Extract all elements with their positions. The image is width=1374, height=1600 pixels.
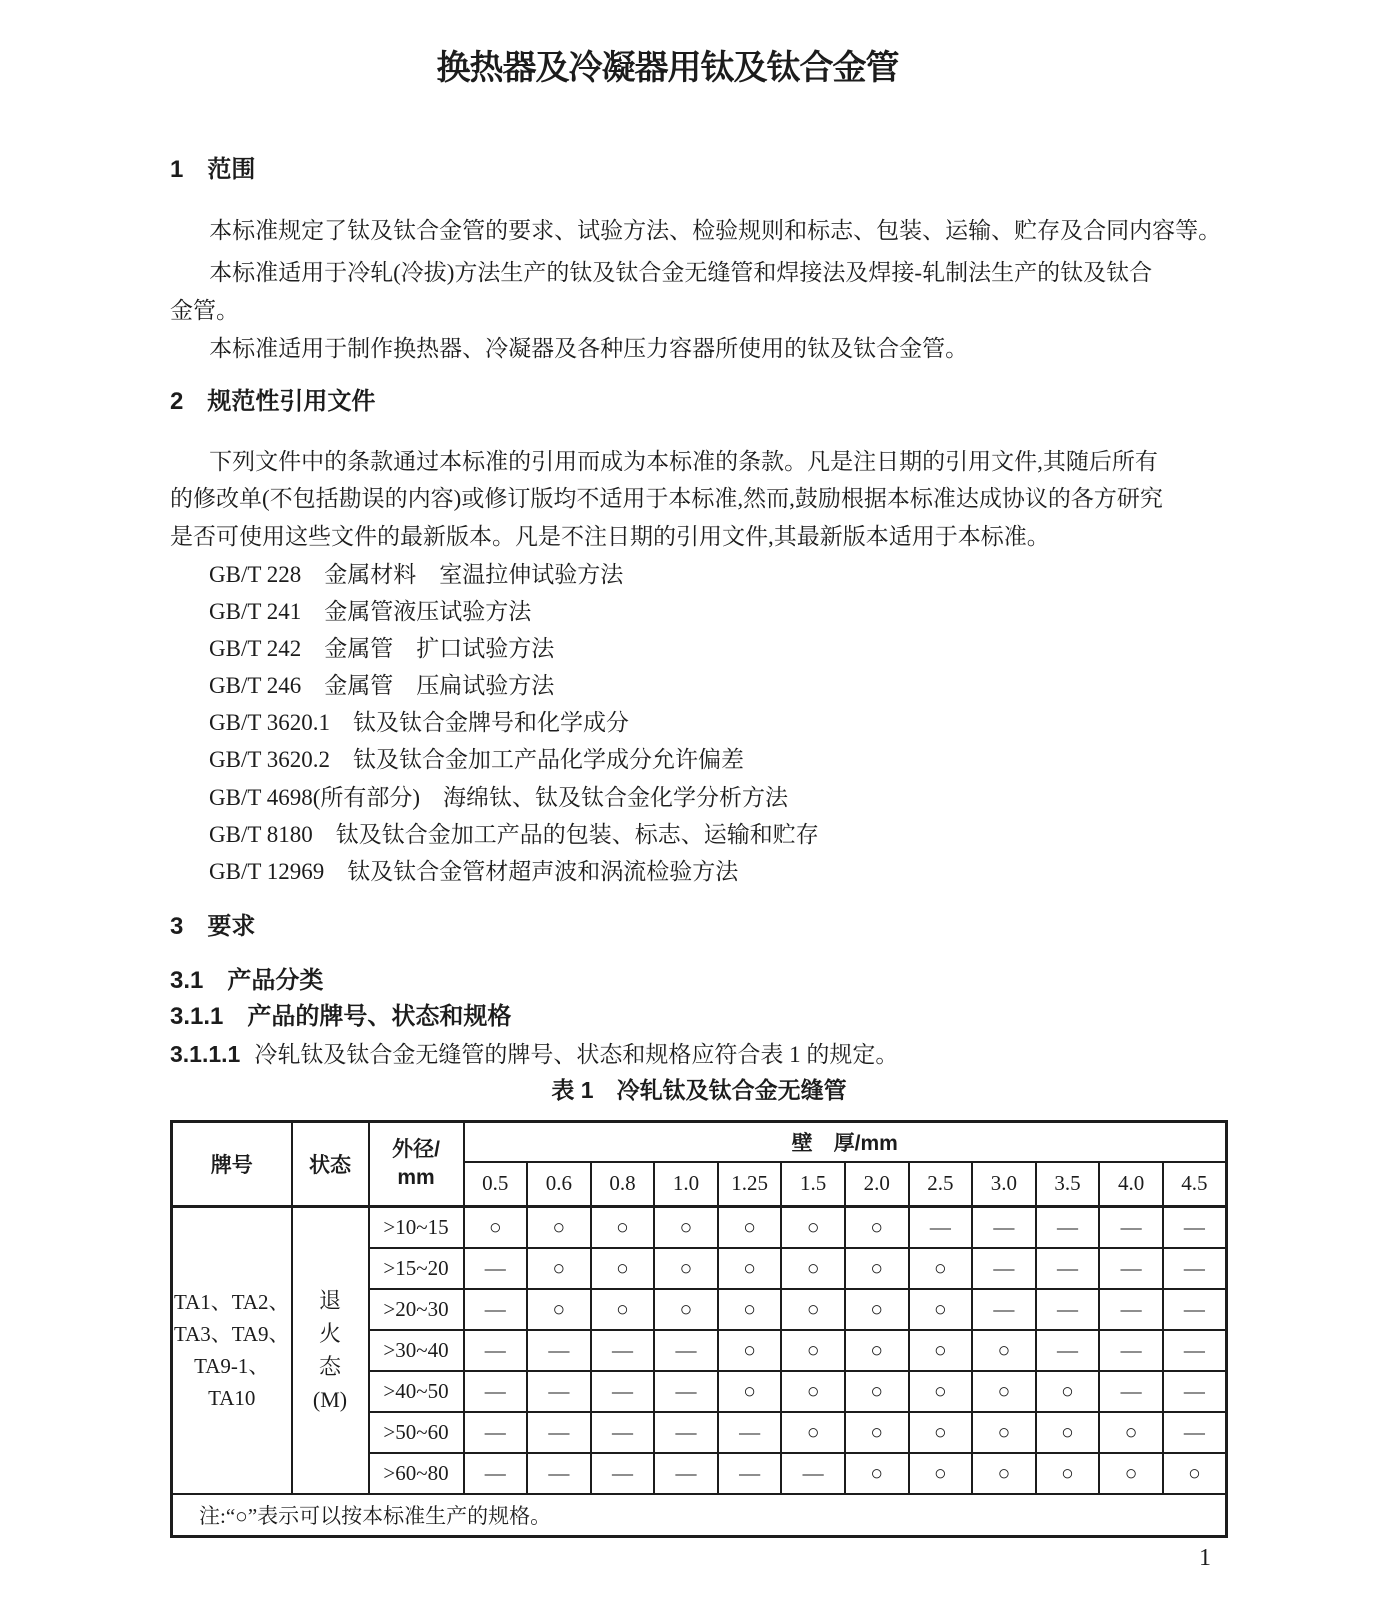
available-mark: ○ xyxy=(845,1371,909,1412)
dash-mark: — xyxy=(972,1207,1036,1248)
available-mark: ○ xyxy=(781,1412,845,1453)
grade-line: TA10 xyxy=(208,1386,256,1411)
wall-thickness-value-header: 0.8 xyxy=(591,1162,655,1207)
reference-item: GB/T 3620.2 钛及钛合金加工产品化学成分允许偏差 xyxy=(209,747,744,773)
dash-mark: — xyxy=(1099,1248,1163,1289)
clause-number: 3.1.1.1 xyxy=(170,1041,241,1067)
dash-mark: — xyxy=(1163,1371,1227,1412)
available-mark: ○ xyxy=(909,1248,973,1289)
section-3-1-heading: 3.1 产品分类 xyxy=(170,967,324,994)
od-range-cell: >30~40 xyxy=(369,1330,464,1371)
available-mark: ○ xyxy=(909,1412,973,1453)
available-mark: ○ xyxy=(1036,1371,1100,1412)
dash-mark: — xyxy=(654,1453,718,1494)
available-mark: ○ xyxy=(527,1248,591,1289)
dash-mark: — xyxy=(1036,1289,1100,1330)
available-mark: ○ xyxy=(1099,1453,1163,1494)
available-mark: ○ xyxy=(1036,1412,1100,1453)
dash-mark: — xyxy=(591,1412,655,1453)
od-range-cell: >15~20 xyxy=(369,1248,464,1289)
dash-mark: — xyxy=(1163,1289,1227,1330)
available-mark: ○ xyxy=(527,1207,591,1248)
paragraph-line: 是否可使用这些文件的最新版本。凡是不注日期的引用文件,其最新版本适用于本标准。 xyxy=(170,523,1050,549)
dash-mark: — xyxy=(464,1289,528,1330)
state-line: (M) xyxy=(312,1387,348,1413)
available-mark: ○ xyxy=(654,1289,718,1330)
reference-item: GB/T 228 金属材料 室温拉伸试验方法 xyxy=(209,562,624,587)
dash-mark: — xyxy=(527,1412,591,1453)
dash-mark: — xyxy=(718,1453,782,1494)
table-note: 注:“○”表示可以按本标准生产的规格。 xyxy=(172,1494,1227,1537)
reference-item: GB/T 242 金属管 扩口试验方法 xyxy=(209,636,555,662)
available-mark: ○ xyxy=(845,1207,909,1248)
available-mark: ○ xyxy=(845,1412,909,1453)
dash-mark: — xyxy=(527,1371,591,1412)
dash-mark: — xyxy=(1163,1248,1227,1289)
dash-mark: — xyxy=(718,1412,782,1453)
dash-mark: — xyxy=(1099,1330,1163,1371)
wall-thickness-value-header: 4.5 xyxy=(1163,1162,1227,1207)
paragraph-line: 下列文件中的条款通过本标准的引用而成为本标准的条款。凡是注日期的引用文件,其随后所有 xyxy=(209,449,1158,474)
table-1-footer xyxy=(172,1494,1227,1537)
dash-mark: — xyxy=(464,1371,528,1412)
grade-line: TA3、TA9、 xyxy=(173,1322,290,1347)
paragraph-line: 本标准规定了钛及钛合金管的要求、试验方法、检验规则和标志、包装、运输、贮存及合同内容等。 xyxy=(209,218,1222,243)
dash-mark: — xyxy=(591,1330,655,1371)
section-3-heading: 3 要求 xyxy=(170,913,256,940)
dash-mark: — xyxy=(591,1371,655,1412)
grade-line: TA9-1、 xyxy=(194,1354,270,1379)
wall-thickness-value-header: 3.0 xyxy=(972,1162,1036,1207)
wall-thickness-value-header: 2.5 xyxy=(909,1162,973,1207)
available-mark: ○ xyxy=(781,1207,845,1248)
od-range-cell: >20~30 xyxy=(369,1289,464,1330)
available-mark: ○ xyxy=(781,1330,845,1371)
dash-mark: — xyxy=(1163,1330,1227,1371)
page-number: 1 xyxy=(1199,1545,1211,1571)
wall-thickness-value-header: 3.5 xyxy=(1036,1162,1100,1207)
dash-mark: — xyxy=(909,1207,973,1248)
section-1-heading: 1 范围 xyxy=(170,156,256,183)
table-row xyxy=(172,1207,1227,1248)
available-mark: ○ xyxy=(781,1248,845,1289)
section-2-paragraph xyxy=(170,443,1232,555)
od-range-cell: >50~60 xyxy=(369,1412,464,1453)
section-2-heading: 2 规范性引用文件 xyxy=(170,388,376,415)
dash-mark: — xyxy=(654,1371,718,1412)
dash-mark: — xyxy=(591,1453,655,1494)
available-mark: ○ xyxy=(718,1207,782,1248)
dash-mark: — xyxy=(1036,1207,1100,1248)
dash-mark: — xyxy=(1163,1412,1227,1453)
available-mark: ○ xyxy=(464,1207,528,1248)
dash-mark: — xyxy=(972,1248,1036,1289)
available-mark: ○ xyxy=(972,1371,1036,1412)
available-mark: ○ xyxy=(1099,1412,1163,1453)
outer-diameter-header-line1: 外径/ xyxy=(392,1138,440,1161)
dash-mark: — xyxy=(527,1330,591,1371)
available-mark: ○ xyxy=(718,1248,782,1289)
paragraph-line: 的修改单(不包括勘误的内容)或修订版均不适用于本标准,然而,鼓励根据本标准达成协议的各方研究 xyxy=(170,486,1163,512)
dash-mark: — xyxy=(464,1412,528,1453)
clause-text: 冷轧钛及钛合金无缝管的牌号、状态和规格应符合表 1 的规定。 xyxy=(254,1042,899,1067)
od-range-cell: >40~50 xyxy=(369,1371,464,1412)
available-mark: ○ xyxy=(781,1289,845,1330)
available-mark: ○ xyxy=(909,1371,973,1412)
available-mark: ○ xyxy=(718,1330,782,1371)
available-mark: ○ xyxy=(654,1248,718,1289)
dash-mark: — xyxy=(464,1453,528,1494)
dash-mark: — xyxy=(464,1330,528,1371)
available-mark: ○ xyxy=(718,1371,782,1412)
dash-mark: — xyxy=(527,1453,591,1494)
dash-mark: — xyxy=(1036,1330,1100,1371)
dash-mark: — xyxy=(972,1289,1036,1330)
available-mark: ○ xyxy=(654,1207,718,1248)
table-1-caption: 表 1 冷轧钛及钛合金无缝管 xyxy=(551,1077,847,1103)
dash-mark: — xyxy=(781,1453,845,1494)
reference-item: GB/T 246 金属管 压扁试验方法 xyxy=(209,673,555,699)
wall-thickness-value-header: 2.0 xyxy=(845,1162,909,1207)
wall-thickness-value-header: 1.5 xyxy=(781,1162,845,1207)
reference-item: GB/T 3620.1 钛及钛合金牌号和化学成分 xyxy=(209,710,629,736)
available-mark: ○ xyxy=(591,1248,655,1289)
wall-thickness-value-header: 0.6 xyxy=(527,1162,591,1207)
clause-3-1-1-1 xyxy=(170,1039,1232,1070)
od-range-cell: >10~15 xyxy=(369,1207,464,1248)
references-list xyxy=(170,556,1232,890)
grade-line: TA1、TA2、 xyxy=(173,1290,290,1315)
state-cell xyxy=(292,1207,369,1494)
available-mark: ○ xyxy=(909,1330,973,1371)
available-mark: ○ xyxy=(972,1453,1036,1494)
grade-cell xyxy=(172,1207,292,1494)
outer-diameter-header-line2: mm xyxy=(397,1166,435,1189)
reference-item: GB/T 8180 钛及钛合金加工产品的包装、标志、运输和贮存 xyxy=(209,821,819,847)
available-mark: ○ xyxy=(527,1289,591,1330)
table-1 xyxy=(170,1120,1228,1538)
dash-mark: — xyxy=(1099,1207,1163,1248)
available-mark: ○ xyxy=(909,1289,973,1330)
state-header: 状态 xyxy=(292,1122,369,1207)
dash-mark: — xyxy=(1099,1289,1163,1330)
section-3-1-1-heading: 3.1.1 产品的牌号、状态和规格 xyxy=(170,1003,512,1030)
available-mark: ○ xyxy=(718,1289,782,1330)
dash-mark: — xyxy=(1099,1371,1163,1412)
wall-thickness-value-header: 4.0 xyxy=(1099,1162,1163,1207)
available-mark: ○ xyxy=(845,1289,909,1330)
available-mark: ○ xyxy=(1163,1453,1227,1494)
available-mark: ○ xyxy=(781,1371,845,1412)
dash-mark: — xyxy=(464,1248,528,1289)
available-mark: ○ xyxy=(845,1248,909,1289)
document-title: 换热器及冷凝器用钛及钛合金管 xyxy=(436,49,899,87)
state-line: 火 xyxy=(318,1321,341,1347)
paragraph-line: 本标准适用于冷轧(冷拔)方法生产的钛及钛合金无缝管和焊接法及焊接-轧制法生产的钛及钛合 xyxy=(209,260,1153,285)
reference-item: GB/T 4698(所有部分) 海绵钛、钛及钛合金化学分析方法 xyxy=(209,784,789,810)
available-mark: ○ xyxy=(591,1207,655,1248)
dash-mark: — xyxy=(654,1330,718,1371)
wall-thickness-value-header: 0.5 xyxy=(464,1162,528,1207)
available-mark: ○ xyxy=(1036,1453,1100,1494)
reference-item: GB/T 241 金属管液压试验方法 xyxy=(209,599,532,625)
wall-thickness-value-header: 1.25 xyxy=(718,1162,782,1207)
paragraph-line: 本标准适用于制作换热器、冷凝器及各种压力容器所使用的钛及钛合金管。 xyxy=(209,336,969,361)
available-mark: ○ xyxy=(845,1330,909,1371)
available-mark: ○ xyxy=(972,1330,1036,1371)
dash-mark: — xyxy=(1036,1248,1100,1289)
paragraph-line: 金管。 xyxy=(170,298,239,323)
outer-diameter-header xyxy=(369,1122,464,1207)
available-mark: ○ xyxy=(972,1412,1036,1453)
wall-thickness-value-header: 1.0 xyxy=(654,1162,718,1207)
grade-header: 牌号 xyxy=(172,1122,292,1207)
available-mark: ○ xyxy=(591,1289,655,1330)
header-row-1 xyxy=(172,1122,1227,1162)
state-line: 退 xyxy=(318,1288,341,1314)
state-line: 态 xyxy=(318,1354,341,1380)
wall-thickness-header: 壁 厚/mm xyxy=(464,1122,1227,1162)
reference-item: GB/T 12969 钛及钛合金管材超声波和涡流检验方法 xyxy=(209,858,739,884)
dash-mark: — xyxy=(1163,1207,1227,1248)
table-1-body xyxy=(172,1207,1227,1494)
available-mark: ○ xyxy=(845,1453,909,1494)
table-1-header xyxy=(172,1122,1227,1207)
available-mark: ○ xyxy=(909,1453,973,1494)
note-row xyxy=(172,1494,1227,1537)
dash-mark: — xyxy=(654,1412,718,1453)
od-range-cell: >60~80 xyxy=(369,1453,464,1494)
